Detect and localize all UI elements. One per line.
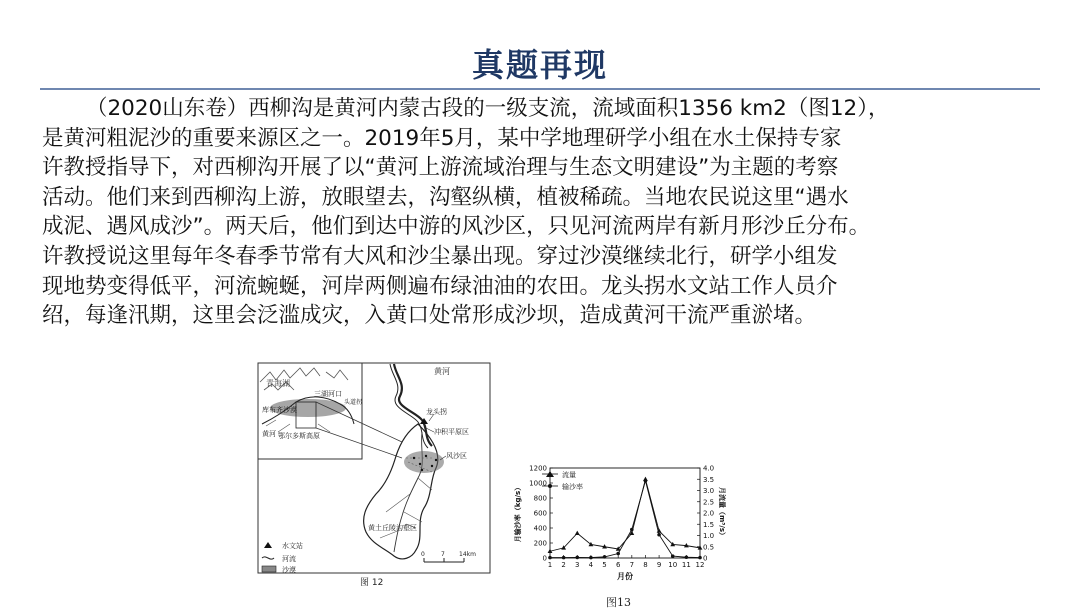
paragraph-line: （2020山东卷）西柳沟是黄河内蒙古段的一级支流，流域面积1356 km2（图12）， <box>86 96 890 121</box>
x-axis-label: 月份 <box>617 572 633 581</box>
paragraph-line: 活动。他们来到西柳沟上游，放眼望去，沟壑纵横，植被稀疏。当地农民说这里“遇水 <box>42 184 849 210</box>
y-right-tick-label: 1.0 <box>703 532 715 540</box>
y-right-tick-label: 3.0 <box>703 487 715 495</box>
map-label: 风沙区 <box>446 452 467 460</box>
question-paragraph <box>42 94 1052 331</box>
sand-area <box>404 451 444 473</box>
y-right-tick-label: 1.5 <box>703 520 715 529</box>
y-right-axis-label: 月流量（m³/s） <box>718 486 726 540</box>
y-left-tick-label: 1000 <box>529 479 547 488</box>
sediment-point <box>562 556 566 560</box>
x-tick-label: 4 <box>588 561 594 569</box>
y-left-tick-label: 800 <box>533 494 547 503</box>
sediment-point <box>630 528 634 532</box>
figure-12-caption: 图 12 <box>360 578 384 588</box>
y-right-tick-label: 2.5 <box>703 498 715 507</box>
map-label: 龙头拐 <box>426 408 447 416</box>
legend-label: 河流 <box>282 555 296 563</box>
x-tick-label: 12 <box>695 561 705 569</box>
x-tick-label: 9 <box>656 561 662 569</box>
map-label: 黄河 <box>434 367 450 376</box>
x-tick-label: 10 <box>668 561 678 569</box>
inset-label: 青海湖 <box>266 379 290 388</box>
paragraph-line: 绍，每逢汛期，这里会泛滥成灾，入黄口处常形成沙坝，造成黄河干流严重淤堵。 <box>42 303 817 329</box>
desert-legend-icon <box>262 566 276 572</box>
sediment-point <box>548 556 552 560</box>
inset-label: 三湖河口 <box>314 390 342 398</box>
x-tick-label: 1 <box>547 561 553 569</box>
sediment-point <box>657 533 661 537</box>
y-right-tick-label: 4.0 <box>703 464 715 473</box>
x-tick-label: 6 <box>615 561 621 569</box>
inset-label: 黄河 <box>262 430 276 438</box>
paragraph-line: 许教授指导下，对西柳沟开展了以“黄河上游流域治理与生态文明建设”为主题的考察 <box>42 155 839 181</box>
x-tick-label: 2 <box>561 561 566 569</box>
paragraph-line: 许教授说这里每年冬春季节常有大风和沙尘暴出现。穿过沙漠继续北行，研学小组发 <box>42 243 838 269</box>
flow-point <box>575 531 580 535</box>
sediment-point <box>589 556 593 560</box>
sediment-point <box>575 556 579 560</box>
x-tick-label: 7 <box>629 561 635 569</box>
legend-label: 流量 <box>562 471 576 479</box>
inset-label: 鄂尔多斯高原 <box>278 432 320 440</box>
inset-label: 头道拐 <box>344 399 363 406</box>
y-left-tick-label: 1200 <box>529 464 547 473</box>
legend-label: 水文站 <box>282 542 303 550</box>
sediment-point <box>603 555 607 559</box>
title-divider <box>40 88 1040 90</box>
y-left-tick-label: 200 <box>533 539 547 548</box>
x-tick-label: 11 <box>681 561 691 569</box>
y-left-tick-label: 0 <box>542 554 547 563</box>
y-right-tick-label: 3.5 <box>703 475 715 484</box>
figure-13-caption: 图13 <box>606 596 631 609</box>
page-title: 真题再现 <box>471 46 608 84</box>
sediment-point <box>616 552 620 556</box>
scale-tick: 14km <box>459 551 476 558</box>
paragraph-line: 是黄河粗泥沙的重要来源区之一。2019年5月，某中学地理研学小组在水土保持专家 <box>42 125 842 151</box>
inset-label: 库布齐沙漠 <box>262 406 297 414</box>
x-tick-label: 3 <box>575 561 580 569</box>
paragraph-line: 成泥、遇风成沙”。两天后，他们到达中游的风沙区，只见河流两岸有新月形沙丘分布。 <box>42 214 871 240</box>
y-left-axis-label: 月输沙率（kg/s） <box>514 483 522 543</box>
legend-label: 沙漠 <box>282 566 296 574</box>
y-left-tick-label: 400 <box>533 524 547 533</box>
figure-12-map <box>256 362 492 588</box>
figure-13-chart <box>506 462 726 592</box>
y-right-tick-label: 2.0 <box>703 509 715 518</box>
x-tick-label: 8 <box>643 561 648 569</box>
sediment-point <box>671 554 675 558</box>
series-line-sediment <box>550 481 700 558</box>
scale-tick: 7 <box>441 551 445 558</box>
y-right-tick-label: 0 <box>703 554 708 563</box>
sediment-point <box>698 556 702 560</box>
paragraph-line: 现地势变得低平，河流蜿蜒，河岸两侧遍布绿油油的农田。龙头拐水文站工作人员介 <box>42 273 838 299</box>
sediment-point <box>644 479 648 483</box>
map-label: 冲积平原区 <box>434 428 469 436</box>
sediment-point <box>685 555 689 559</box>
legend-label: 输沙率 <box>562 483 583 491</box>
x-tick-label: 5 <box>602 561 607 569</box>
y-right-tick-label: 0.5 <box>703 543 715 552</box>
chart-legend <box>542 470 583 491</box>
scale-tick: 0 <box>421 551 425 558</box>
y-left-tick-label: 600 <box>533 509 547 518</box>
map-label: 黄土丘陵沟壑区 <box>368 524 417 532</box>
